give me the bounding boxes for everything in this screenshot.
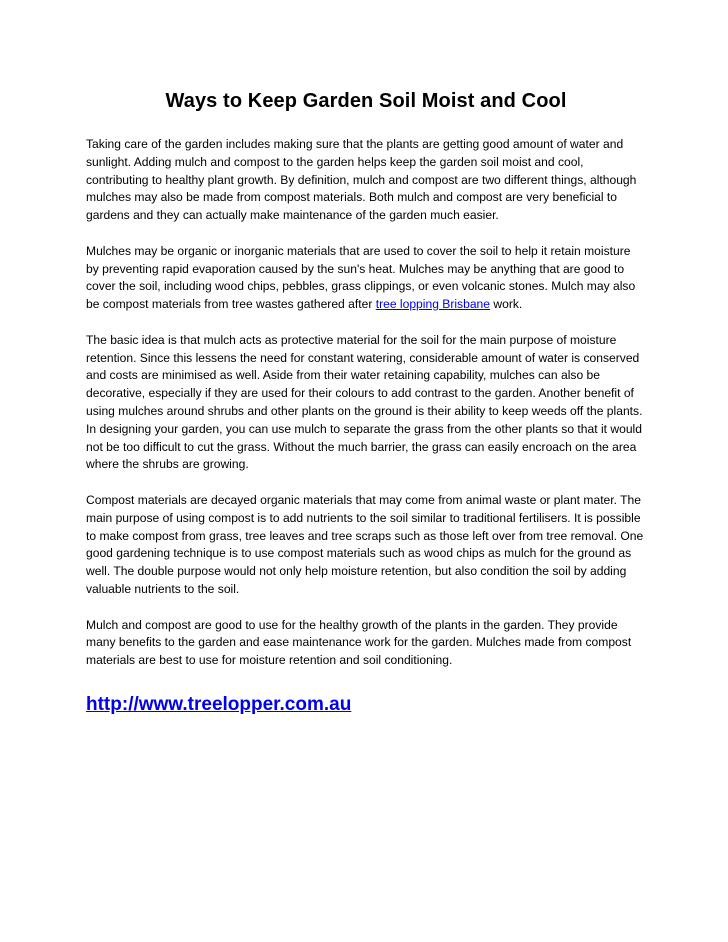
paragraph-mulches-tail: work.	[490, 297, 523, 312]
document-title: Ways to Keep Garden Soil Moist and Cool	[165, 90, 567, 112]
paragraph-mulches-text: Mulches may be organic or inorganic materials that are used to cover the soil to help it retain moisture by preventing rapid evaporation caused by the sun's heat. Mulches may be anything that are good to cover the soil, including wood chips, pebbles, grass clippings, or even volcanic stones. Mulch may also be compost materials from tree wastes gathered after	[86, 243, 636, 312]
paragraph-compost: Compost materials are decayed organic materials that may come from animal waste or plant mater. The main purpose of using compost is to add nutrients to the soil similar to traditional fertilisers. It is possible to make compost from grass, tree leaves and tree scraps such as those left over from tree removal. One good gardening technique is to use compost materials such as wood chips as mulch for the ground as well. The double purpose would not only help moisture retention, but also condition the soil by adding valuable nutrients to the soil.	[86, 492, 644, 596]
site-url-link[interactable]: http://www.treelopper.com.au	[86, 693, 352, 715]
tree-lopping-brisbane-link[interactable]: tree lopping Brisbane	[375, 297, 491, 312]
paragraph-mulch-benefits: The basic idea is that mulch acts as protective material for the soil for the main purpose of moisture retention. Since this lessens the need for constant watering, considerable amount of water is conserved and costs are minimised as well. Aside from their water retaining capability, mulches can also be decorative, especially if they are used for their colours to add contrast to the garden. Another benefit of using mulches around shrubs and other plants on the ground is their ability to keep weeds off the plants. In designing your garden, you can use mulch to separate the grass from the other plants so that it would not be too difficult to cut the grass. Without the much barrier, the grass can easily encroach on the area where the shrubs are growing.	[86, 332, 643, 472]
paragraph-conclusion: Mulch and compost are good to use for the healthy growth of the plants in the garden. They provide many benefits to the garden and ease maintenance work for the garden. Mulches made from compost materials are best to use for moisture retention and soil conditioning.	[86, 617, 632, 668]
paragraph-intro: Taking care of the garden includes making sure that the plants are getting good amount of water and sunlight. Adding mulch and compost to the garden helps keep the garden soil moist and cool, contributing to healthy plant growth. By definition, mulch and compost are two different things, although mulches may also be made from compost materials. Both mulch and compost are very beneficial to gardens and they can actually make maintenance of the garden much easier.	[86, 137, 637, 223]
paragraph-mulches	[86, 243, 646, 314]
document-page	[86, 88, 646, 718]
